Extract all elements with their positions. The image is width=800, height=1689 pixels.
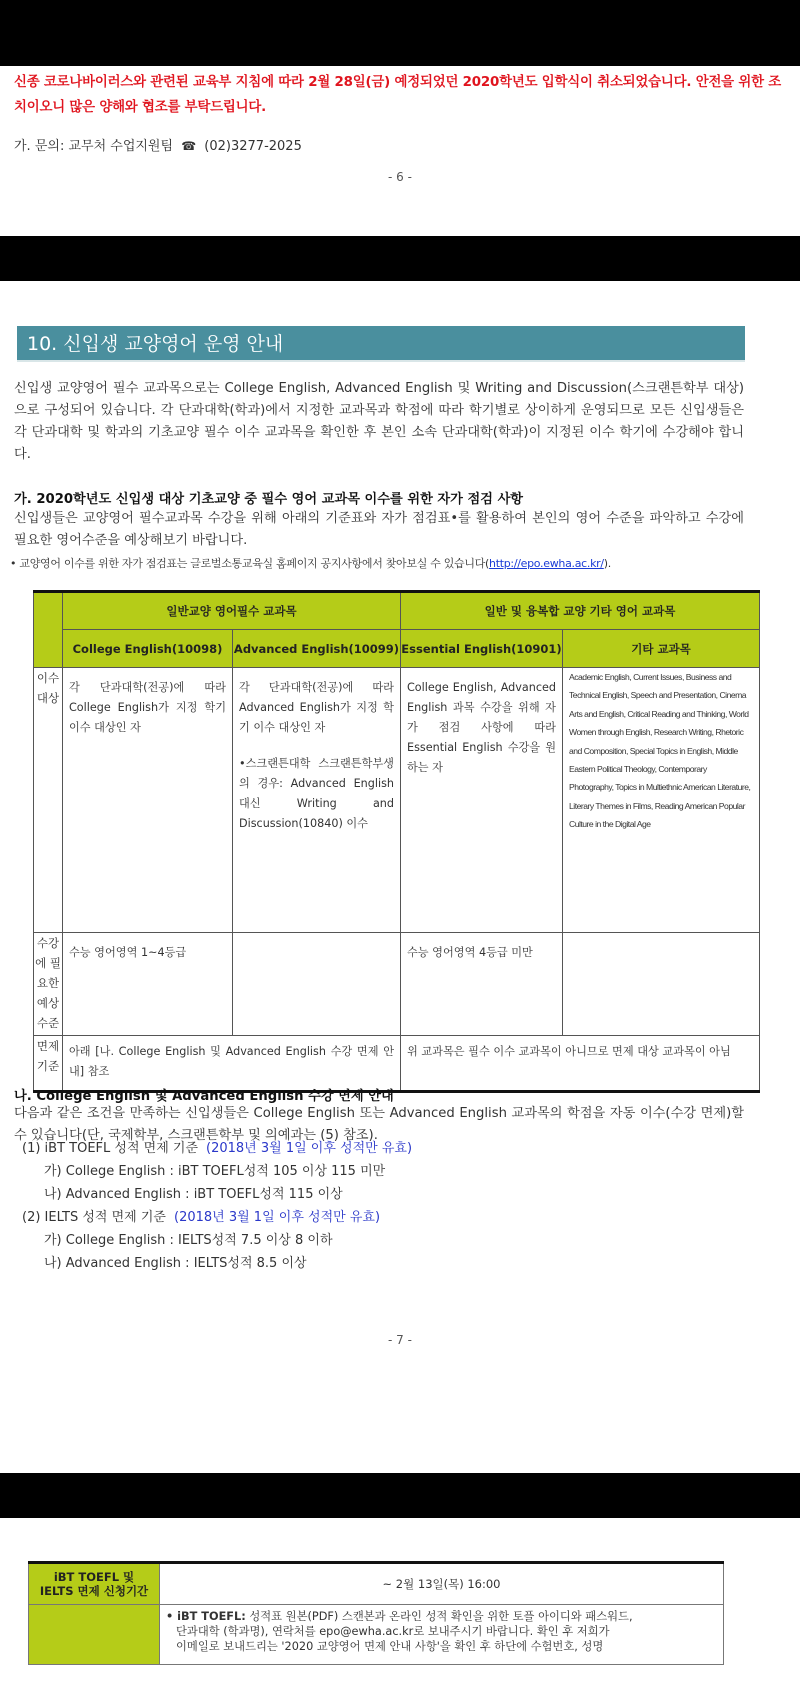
- phone-icon: ☎: [181, 139, 197, 153]
- col-header-advanced-english: Advanced English(10099): [233, 630, 401, 668]
- epo-link[interactable]: http://epo.ewha.ac.kr/: [489, 557, 604, 570]
- subsection-b-title: 나. College English 및 Advanced English 수강 면제 안내: [14, 1089, 394, 1104]
- period-label: iBT TOEFL 및 IELTS 면제 신청기간: [29, 1563, 160, 1605]
- list-item: 가) College English : IELTS성적 7.5 이상 8 이하: [44, 1233, 333, 1248]
- corner-cell: [34, 592, 63, 668]
- col-header-other-courses: 기타 교과목: [563, 630, 760, 668]
- cell-elective-exemption: 위 교과목은 필수 이수 교과목이 아니므로 면제 대상 교과목이 아님: [401, 1036, 760, 1092]
- period-value: ~ 2월 13일(목) 16:00: [160, 1563, 724, 1605]
- row-label-level: 수강에 필요한 예상 수준: [34, 933, 63, 1036]
- page-number: - 7 -: [388, 1333, 412, 1347]
- list-item: 나) Advanced English : IELTS성적 8.5 이상: [44, 1256, 307, 1271]
- cancellation-notice: 신종 코로나바이러스와 관련된 교육부 지침에 따라 2월 28일(금) 예정되었던 2020학년도 입학식이 취소되었습니다. 안전을 위한 조치이오니 많은 양해와 협조를 부탁드립니다.: [14, 75, 782, 115]
- document-page-8: [0, 1518, 800, 1689]
- table-row-exemption: [34, 1036, 760, 1092]
- group-header-elective: 일반 및 융복합 교양 기타 영어 교과목: [401, 592, 760, 630]
- list-item: 가) College English : iBT TOEFL성적 105 이상 115 미만: [44, 1164, 386, 1179]
- scranton-note: •스크랜튼대학 스크랜튼학부생의 경우: Advanced English 대신 Writing and Discussion(10840) 이수: [239, 757, 394, 830]
- intro-paragraph: 신입생 교양영어 필수 교과목으로는 College English, Advanced English 및 Writing and Discussion(스크랜튼학부 대상)으로 구성되어 있습니다. 각 단과대학(학과)에서 지정한 교과목과 학점에 따라 학기별로 상이하게 운영되므로 모든 신입생들은 각 단과대학 및 학과의 기초교양 필수 이수 교과목을 확인한 후 본인 소속 단과대학(학과)이 지정된 이수 학기에 수강해야 합니다.: [14, 381, 744, 462]
- subsection-a-text: 신입생들은 교양영어 필수교과목 수강을 위해 아래의 기준표와 자가 점검표•를 활용하여 본인의 영어 수준을 파악하고 수강에 필요한 영어수준을 예상해보기 바랍니다.: [14, 511, 744, 548]
- table-row-period: [29, 1563, 724, 1605]
- table-row-method: [29, 1605, 724, 1665]
- exemption-application-table: [28, 1561, 724, 1665]
- criteria-ielts-title: (2) IELTS 성적 면제 기준 (2018년 3월 1일 이후 성적만 유효): [22, 1210, 381, 1225]
- method-description: • iBT TOEFL: 성적표 원본(PDF) 스캔본과 온라인 성적 확인을 위한 토플 아이디와 패스워드, 단과대학 (학과명), 연락처를 epo@ewha.ac.kr로 보내주시기 바랍니다. 확인 후 저희가 이메일로 보내드리는 '2020 교양영어 면제 안내 사항'을 확인 후 하단에 수험번호, 성명: [160, 1605, 724, 1665]
- cell-other-courses-list: Academic English, Current Issues, Business and Technical English, Speech and Presentation, Cinema Arts and English, Critical Reading and Thinking, World Women through English, Research Writing, Rhetoric and Composition, Special Topics in English, Middle Eastern Political Theology, Contemporary Photography, Topics in Multiethnic American Literature, Literary Themes in Films, Reading American Popular Culture in the Digital Age: [563, 668, 760, 933]
- cell-advanced-eligibility: 각 단과대학(전공)에 따라 Advanced English가 지정 학기 이수 대상인 자 •스크랜튼대학 스크랜튼학부생의 경우: Advanced English 대신 Writing and Discussion(10840) 이수: [233, 668, 401, 933]
- subsection-a-title: 가. 2020학년도 신입생 대상 기초교양 중 필수 영어 교과목 이수를 위한 자가 점검 사항: [14, 492, 524, 507]
- exemption-criteria-list: [14, 1137, 412, 1275]
- subsection-b-text: 다음과 같은 조건을 만족하는 신입생들은 College English 또는 Advanced English 교과목의 학점을 자동 이수(수강 면제)할 수 있습니다(단, 국제학부, 스크랜튼학부 및 의예과는 (5) 참조).: [14, 1106, 744, 1143]
- row-label-eligibility: 이수 대상: [34, 668, 63, 933]
- cell-other-level: [563, 933, 760, 1036]
- row-label-exemption: 면제 기준: [34, 1036, 63, 1092]
- col-header-essential-english: Essential English(10901): [401, 630, 563, 668]
- table-row-eligibility: [34, 668, 760, 933]
- method-label: [29, 1605, 160, 1665]
- contact-label: 가. 문의: 교무처 수업지원팀: [14, 139, 174, 154]
- cell-essential-level: 수능 영어영역 4등급 미만: [401, 933, 563, 1036]
- document-page-6: [0, 66, 800, 236]
- validity-note: (2018년 3월 1일 이후 성적만 유효): [174, 1210, 381, 1225]
- validity-note: (2018년 3월 1일 이후 성적만 유효): [206, 1141, 413, 1156]
- list-item: 나) Advanced English : iBT TOEFL성적 115 이상: [44, 1187, 343, 1202]
- contact-info: [14, 135, 302, 154]
- contact-phone: (02)3277-2025: [204, 139, 302, 154]
- document-page-7: [0, 281, 800, 1473]
- cell-advanced-level: [233, 933, 401, 1036]
- self-check-note: • 교양영어 이수를 위한 자가 점검표는 글로벌소통교육실 홈페이지 공지사항에서 찾아보실 수 있습니다(http://epo.ewha.ac.kr/).: [10, 557, 611, 570]
- page-number: - 6 -: [388, 170, 412, 184]
- cell-college-eligibility: 각 단과대학(전공)에 따라 College English가 지정 학기 이수 대상인 자: [63, 668, 233, 933]
- group-header-required: 일반교양 영어필수 교과목: [63, 592, 401, 630]
- col-header-college-english: College English(10098): [63, 630, 233, 668]
- cell-college-level: 수능 영어영역 1~4등급: [63, 933, 233, 1036]
- english-course-table: [33, 590, 760, 1093]
- section-title: 10. 신입생 교양영어 운영 안내: [17, 326, 745, 362]
- cell-required-exemption: 아래 [나. College English 및 Advanced English 수강 면제 안내] 참조: [63, 1036, 401, 1092]
- table-row-level: [34, 933, 760, 1036]
- criteria-toefl-title: (1) iBT TOEFL 성적 면제 기준 (2018년 3월 1일 이후 성적만 유효): [22, 1141, 413, 1156]
- cell-essential-eligibility: College English, Advanced English 과목 수강을 위해 자가 점검 사항에 따라 Essential English 수강을 원하는 자: [401, 668, 563, 933]
